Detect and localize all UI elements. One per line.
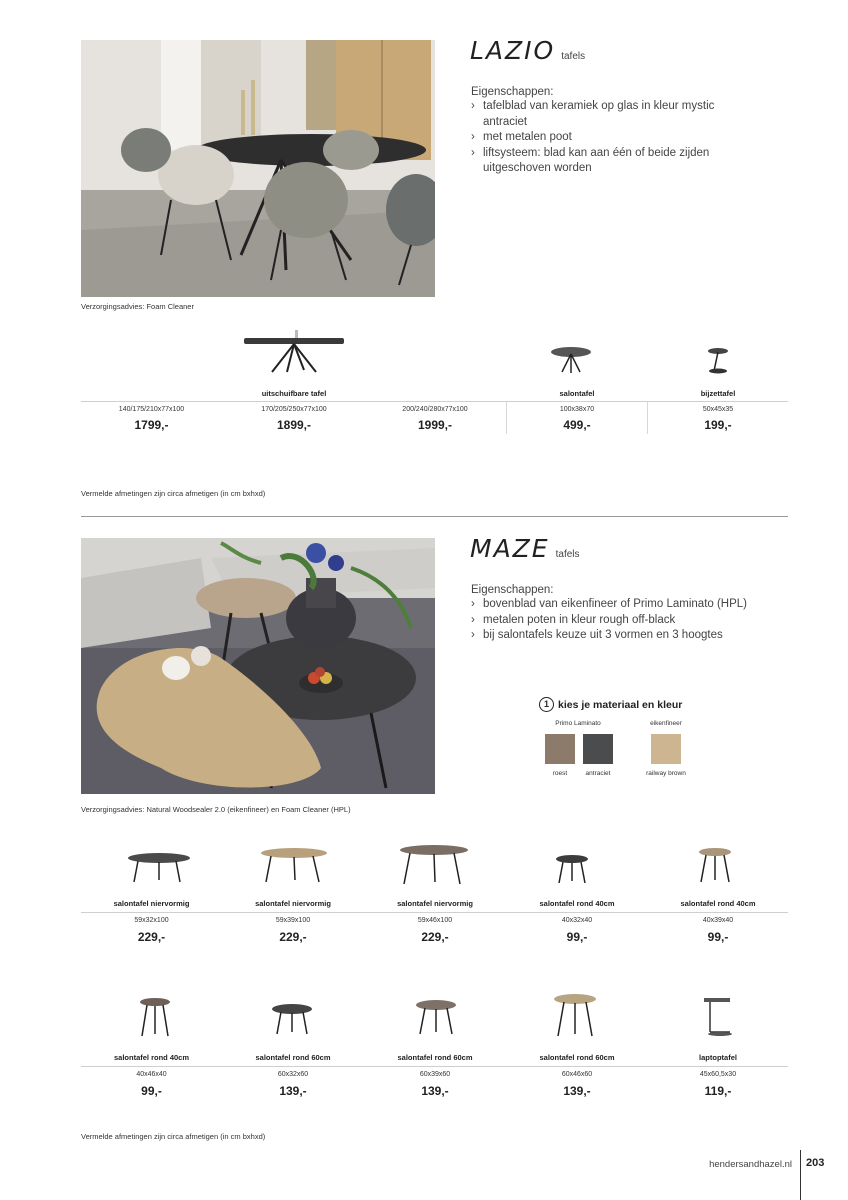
maze-heading xyxy=(470,534,580,563)
lazio-product-name: bijzettafel xyxy=(700,389,736,398)
step-number-badge: 1 xyxy=(539,697,554,712)
maze-price: 99,- xyxy=(566,930,588,944)
lazio-heading xyxy=(470,36,585,65)
maze-price: 139,- xyxy=(563,1084,591,1098)
maze-price: 119,- xyxy=(704,1084,732,1098)
lazio-subtitle: tafels xyxy=(561,51,586,62)
swatch-railway-brown[interactable] xyxy=(651,734,681,764)
maze-properties xyxy=(471,584,771,644)
lazio-prop-item: › tafelblad van keramiek op glas in kleur mystic antraciet xyxy=(471,99,741,130)
maze-product-name: salontafel rond 60cm xyxy=(397,1053,473,1062)
maze-product-name: salontafel rond 60cm xyxy=(255,1053,331,1062)
maze-prop-item: › metalen poten in kleur rough off-black xyxy=(471,613,771,629)
lazio-dimension: 100x38x70 xyxy=(559,406,595,413)
section-divider xyxy=(81,516,788,517)
maze-price: 99,- xyxy=(707,930,729,944)
maze-dimension: 40x39x40 xyxy=(702,917,734,924)
lazio-price: 499,- xyxy=(563,418,591,432)
lazio-props-heading: Eigenschappen: xyxy=(471,86,554,98)
maze-photo xyxy=(81,538,435,794)
lazio-props-list xyxy=(471,99,741,177)
lazio-coffee-table-image xyxy=(550,344,592,374)
maze-price: 139,- xyxy=(421,1084,449,1098)
maze-care-advice: Verzorgingsadvies: Natural Woodsealer 2.0 (eikenfineer) en Foam Cleaner (HPL) xyxy=(81,805,351,814)
round-table-40-mid-image xyxy=(697,846,733,884)
kidney-table-mid-image xyxy=(259,844,329,884)
maze-row2-divider xyxy=(81,1066,788,1067)
material-heading: kies je materiaal en kleur xyxy=(558,698,683,711)
kidney-table-high-image xyxy=(398,840,470,886)
maze-dimension: 60x39x60 xyxy=(419,1071,451,1078)
maze-product-name: salontafel niervormig xyxy=(397,899,473,908)
swatch-label: roest xyxy=(552,770,568,777)
maze-product-name: salontafel rond 60cm xyxy=(539,1053,615,1062)
maze-price: 139,- xyxy=(279,1084,307,1098)
lazio-prop-item: › liftsysteem: blad kan aan één of beide zijden uitgeschoven worden xyxy=(471,146,741,177)
material-group-label: eikenfineer xyxy=(650,720,682,727)
footer-website[interactable]: hendersandhazel.nl xyxy=(709,1159,792,1170)
maze-dimension: 60x32x60 xyxy=(277,1071,309,1078)
lazio-product-name: uitschuifbare tafel xyxy=(261,389,327,398)
maze-price: 99,- xyxy=(141,1084,162,1098)
maze-price: 229,- xyxy=(421,930,449,944)
lazio-product-name: salontafel xyxy=(559,389,595,398)
lazio-prop-item: › met metalen poot xyxy=(471,130,741,146)
maze-dimension: 59x39x100 xyxy=(275,917,311,924)
swatch-label: railway brown xyxy=(646,770,686,777)
lazio-dimension: 170/205/250x77x100 xyxy=(261,406,327,413)
round-table-40-low-image xyxy=(554,853,590,885)
lazio-properties xyxy=(471,86,741,177)
maze-price: 229,- xyxy=(137,930,166,944)
material-group-label: Primo Laminato xyxy=(555,720,601,727)
maze-dimension: 45x60,5x30 xyxy=(699,1071,737,1078)
laptop-table-image xyxy=(700,994,736,1038)
kidney-table-low-image xyxy=(126,850,192,884)
swatch-label: antraciet xyxy=(585,770,611,777)
maze-product-name: salontafel rond 40cm xyxy=(113,1053,190,1062)
maze-dimension: 40x46x40 xyxy=(136,1071,167,1078)
lazio-price: 199,- xyxy=(704,418,732,432)
lazio-dimensions-note: Vermelde afmetingen zijn circa afmetigen (in cm bxhxd) xyxy=(81,489,266,498)
maze-prop-item: › bij salontafels keuze uit 3 vormen en 3 hoogtes xyxy=(471,628,771,644)
lazio-side-table-image xyxy=(706,344,730,374)
maze-dimension: 40x32x40 xyxy=(561,917,593,924)
swatch-roest[interactable] xyxy=(545,734,575,764)
lazio-price: 1899,- xyxy=(276,418,312,432)
maze-dimension: 59x32x100 xyxy=(134,917,169,924)
swatch-antraciet[interactable] xyxy=(583,734,613,764)
maze-props-heading: Eigenschappen: xyxy=(471,584,554,596)
lazio-care-advice: Verzorgingsadvies: Foam Cleaner xyxy=(81,302,194,311)
lazio-photo xyxy=(81,40,435,297)
lazio-price: 1999,- xyxy=(417,418,453,432)
round-table-40-high-image xyxy=(138,996,172,1038)
lazio-dimension: 140/175/210x77x100 xyxy=(118,406,185,413)
lazio-dimension: 200/240/280x77x100 xyxy=(402,406,468,413)
maze-dimension: 59x46x100 xyxy=(417,917,453,924)
maze-product-name: laptoptafel xyxy=(699,1053,737,1062)
maze-product-name: salontafel rond 40cm xyxy=(680,899,756,908)
maze-subtitle: tafels xyxy=(555,549,580,560)
lazio-table-divider xyxy=(81,401,788,402)
maze-price: 229,- xyxy=(279,930,307,944)
maze-product-name: salontafel niervormig xyxy=(255,899,331,908)
maze-product-name: salontafel niervormig xyxy=(113,899,190,908)
footer-divider xyxy=(800,1150,801,1200)
maze-product-name: salontafel rond 40cm xyxy=(539,899,615,908)
maze-prop-item: › bovenblad van eikenfineer of Primo Laminato (HPL) xyxy=(471,597,771,613)
maze-dimension: 60x46x60 xyxy=(561,1071,593,1078)
maze-dimensions-note: Vermelde afmetingen zijn circa afmetigen (in cm bxhxd) xyxy=(81,1132,266,1141)
round-table-60-mid-image xyxy=(414,998,458,1036)
round-table-60-high-image xyxy=(552,992,598,1038)
lazio-price: 1799,- xyxy=(134,418,169,432)
lazio-extending-table-image xyxy=(242,328,346,374)
maze-row1-divider xyxy=(81,912,788,913)
lazio-dimension: 50x45x35 xyxy=(702,406,734,413)
page-number: 203 xyxy=(806,1157,825,1169)
maze-title: MAZE xyxy=(470,534,550,563)
material-step-heading xyxy=(539,697,682,712)
lazio-title: LAZIO xyxy=(470,36,556,65)
maze-props-list xyxy=(471,597,771,644)
round-table-60-low-image xyxy=(270,1002,314,1036)
